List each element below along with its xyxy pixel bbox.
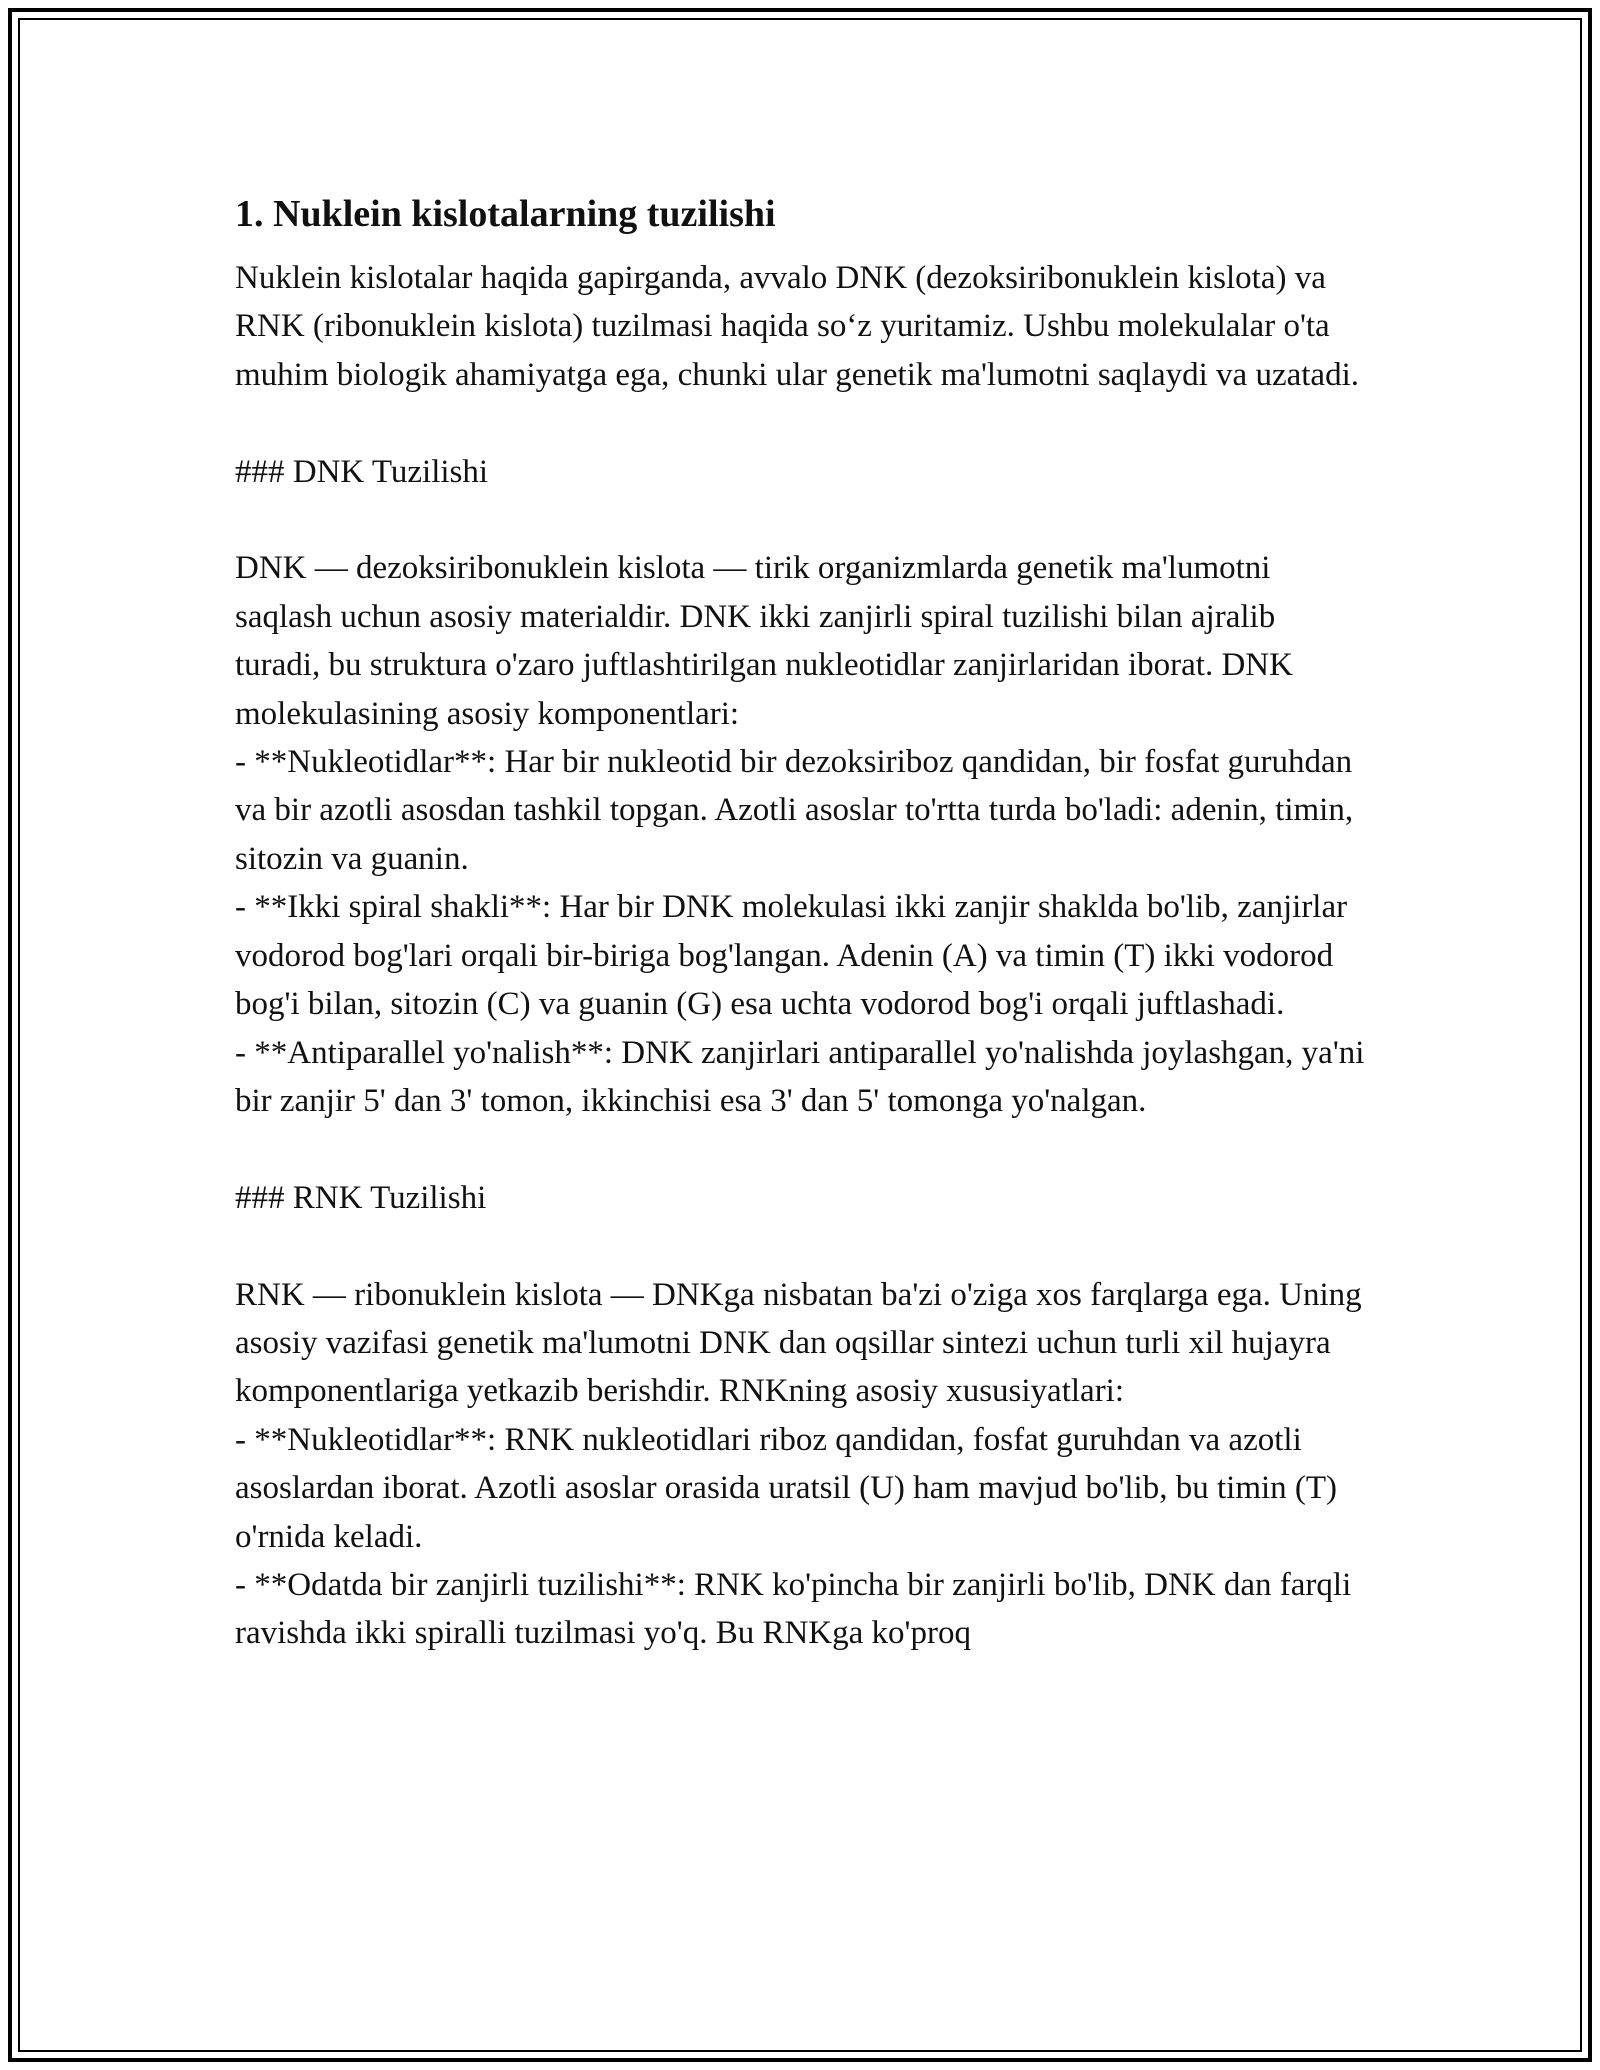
document-content: [235, 186, 1365, 1658]
section-heading: 1. Nuklein kislotalarning tuzilishi: [235, 193, 776, 235]
section-body-text: Nuklein kislotalar haqida gapirganda, avvalo DNK (dezoksiribonuklein kislota) va RNK (ribonuklein kislota) tuzilmasi haqida so‘z yuritamiz. Ushbu molekulalar o'ta muhim biologik ahamiyatga ega, chunki ular genetik ma'lumotni saqlaydi va uzatadi. ### DNK Tuzilishi DNK — dezoksiribonuklein kislota — tirik organizmlarda genetik ma'lumotni saqlash uchun asosiy materialdir. DNK ikki zanjirli spiral tuzilishi bilan ajralib turadi, bu struktura o'zaro juftlashtirilgan nukleotidlar zanjirlaridan iborat. DNK molekulasining asosiy komponentlari: - **Nukleotidlar**: Har bir nukleotid bir dezoksiriboz qandidan, bir fosfat guruhdan va bir azotli asosdan tashkil topgan. Azotli asoslar to'rtta turda bo'ladi: adenin, timin, sitozin va guanin. - **Ikki spiral shakli**: Har bir DNK molekulasi ikki zanjir shaklda bo'lib, zanjirlar vodorod bog'lari orqali bir-biriga bog'langan. Adenin (A) va timin (T) ikki vodorod bog'i bilan, sitozin (C) va guanin (G) esa uchta vodorod bog'i orqali juftlashadi. - **Antiparallel yo'nalish**: DNK zanjirlari antiparallel yo'nalishda joylashgan, ya'ni bir zanjir 5' dan 3' tomon, ikkinchisi esa 3' dan 5' tomonga yo'nalgan. ### RNK Tuzilishi RNK — ribonuklein kislota — DNKga nisbatan ba'zi o'ziga xos farqlarga ega. Uning asosiy vazifasi genetik ma'lumotni DNK dan oqsillar sintezi uchun turli xil hujayra komponentlariga yetkazib berishdir. RNKning asosiy xususiyatlari: - **Nukleotidlar**: RNK nukleotidlari riboz qandidan, fosfat guruhdan va azotli asoslardan iborat. Azotli asoslar orasida uratsil (U) ham mavjud bo'lib, bu timin (T) o'rnida keladi. - **Odatda bir zanjirli tuzilishi**: RNK ko'pincha bir zanjirli bo'lib, DNK dan farqli ravishda ikki spiralli tuzilmasi yo'q. Bu RNKga ko'proq: [235, 260, 1365, 1652]
